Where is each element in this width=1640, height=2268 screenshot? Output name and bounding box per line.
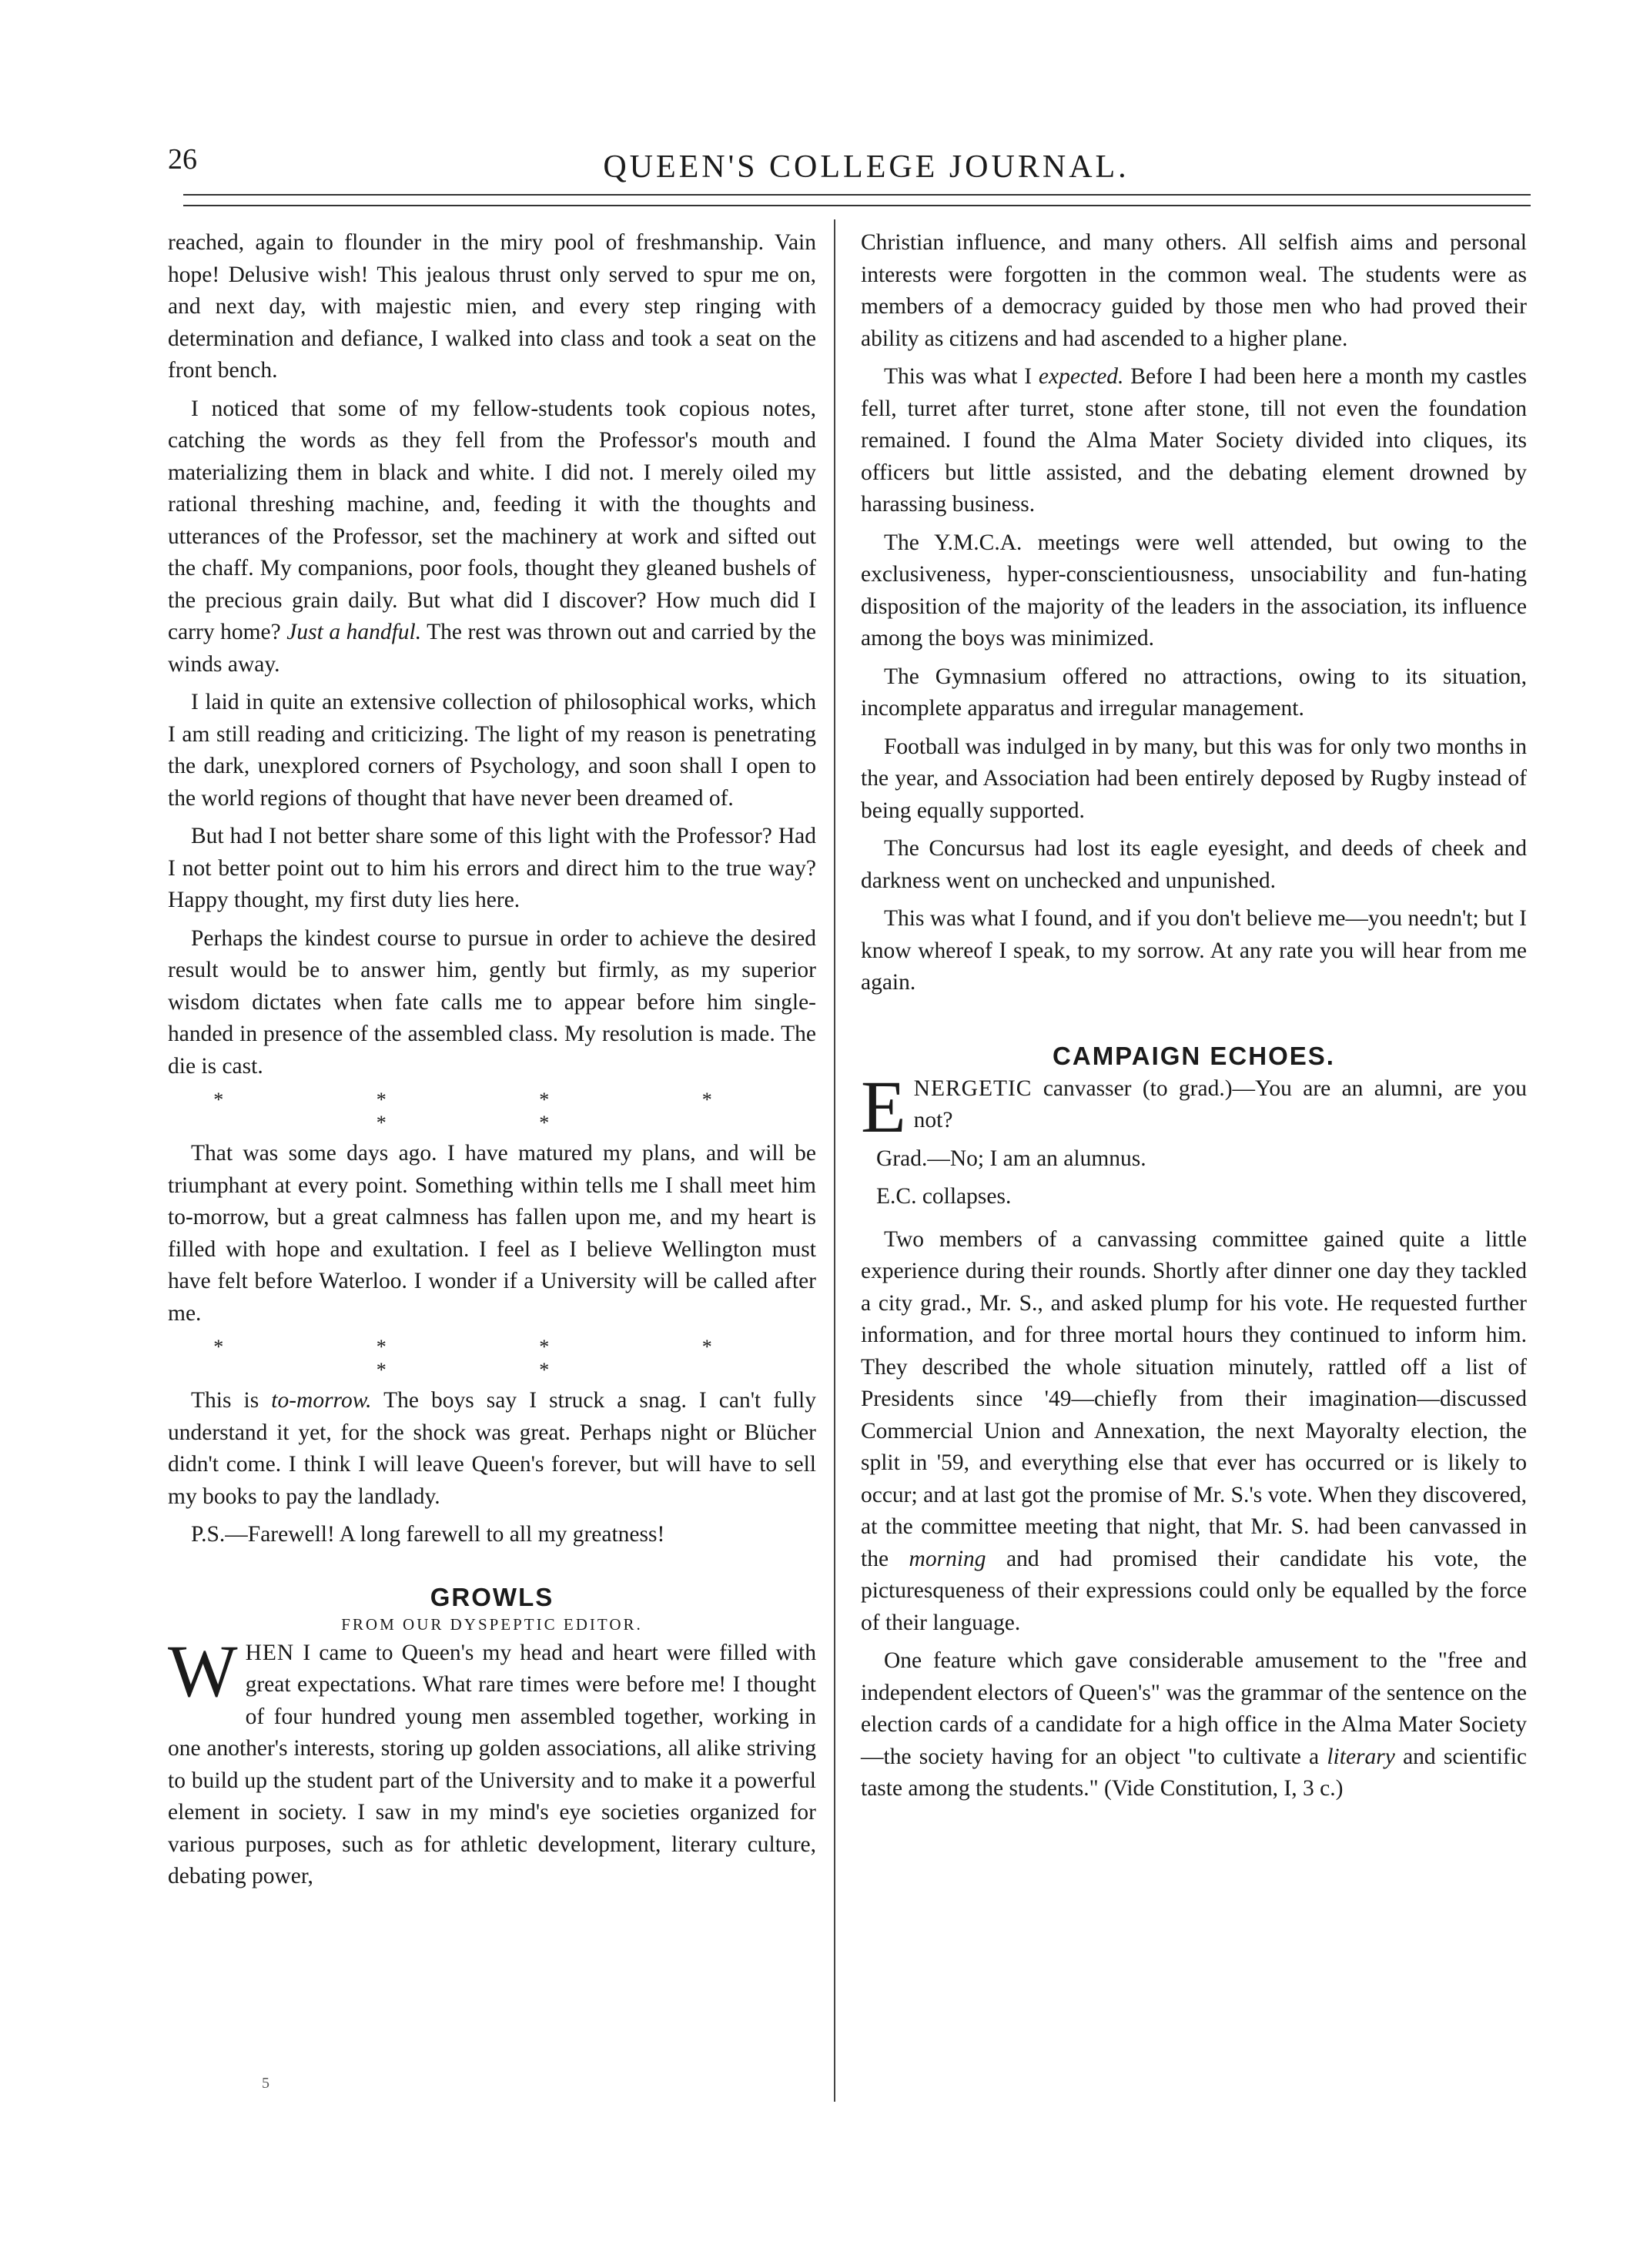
right-paragraph-7: This was what I found, and if you don't believe me—you needn't; but I know whereof I speak, to my sorrow. At any rate you will hear from me again. [861, 906, 1527, 995]
right-p2-text: Before I had been here a month my castles fell, turret after turret, stone after stone, till not even the foundation remained. I found the Alma Mater Society divided into cliques, its officers but little assisted, and the debating element drowned by harassing business. [861, 364, 1528, 517]
growls-text: I came to Queen's my head and heart were filled with great expectations. What rare times were before me! I thought of four hundred young men assembled together, working in one another's interests, storing up golden associations, all alike striving to build up the student part of the University and to make it a powerful element in society. I saw in my mind's eye societies organized for various purposes, such as for athletic development, literary culture, debating power, [168, 1640, 816, 1888]
campaign-line-3: E.C. collapses. [876, 1184, 1012, 1209]
left-p2-text: I noticed that some of my fellow-students took copious notes, catching the words as they fell from the Professor's mouth and materializing them in black and white. I did not. I merely oiled my rational threshing machine, and, feeding it with the thoughts and utterances of the Professor, set the machinery at work and sifted out the chaff. My companions, poor fools, thought they gleaned bushels of the precious grain daily. But what did I discover? How much did I carry home? [168, 396, 816, 644]
campaign-caps: NERGETIC [913, 1075, 1033, 1101]
right-paragraph-2 [861, 361, 1527, 521]
right-paragraph-5: Football was indulged in by many, but this was for only two months in the year, and Association had been entirely deposed by Rugby instead of being equally supported. [861, 734, 1527, 823]
page-number: 26 [168, 143, 197, 176]
section-break-stars: * * * * * * [213, 1089, 786, 1134]
growls-subheading: FROM OUR DYSPEPTIC EDITOR. [341, 1614, 643, 1634]
left-paragraph-5: Perhaps the kindest course to pursue in order to achieve the desired result would be to answer him, gently but firmly, as my superior wisdom dictates when fate calls me to appear before him single-handed in presence of the assembled class. My resolution is made. The die is cast. [168, 925, 816, 1079]
campaign-p1-italic: morning [909, 1546, 986, 1571]
campaign-echoes-heading: CAMPAIGN ECHOES. [1053, 1041, 1335, 1070]
growls-dropcap: W [168, 1629, 238, 1712]
left-column [168, 227, 816, 1899]
left-p2-italic: Just a handful. [286, 620, 422, 644]
campaign-line-1 [861, 1065, 1527, 1148]
growls-heading: GROWLS [430, 1582, 554, 1611]
growls-paragraph [168, 1629, 816, 1893]
left-p2-tail: The rest was thrown out and carried by the winds away. [168, 620, 816, 677]
section-break-stars: * * * * * * [213, 1336, 786, 1381]
left-p7-lead: This is [191, 1388, 259, 1413]
campaign-p2-lead: One feature which gave considerable amusement to the "free and independent electors of Queen's" was the grammar of the sentence on the election cards of a candidate for a high office in the Alma Mater Society—the society having for an object "to cultivate a [861, 1648, 1527, 1769]
right-paragraph-1: Christian influence, and many others. All selfish aims and personal interests were forgotten in the common weal. The students were as members of a democracy guided by those men who had proved their ability as citizens and had ascended to a higher plane. [861, 230, 1527, 351]
campaign-line-1-text: canvasser (to grad.)—You are an alumni, are you not? [913, 1075, 1527, 1132]
left-paragraph-6: That was some days ago. I have matured my plans, and will be triumphant at every point. Something within tells me I shall meet him to-morrow, but a great calmness has fallen upon me, and my heart is filled with hope and exultation. I feel as I believe Wellington must have felt before Waterloo. I wonder if a University will be called after me. [168, 1141, 816, 1326]
column-divider [834, 219, 835, 2102]
campaign-paragraph-1 [861, 1224, 1527, 1640]
left-paragraph-2 [168, 393, 816, 681]
right-paragraph-3: The Y.M.C.A. meetings were well attended, but owing to the exclusiveness, hyper-conscientiousness, unsociability and fun-hating disposition of the majority of the leaders in the association, its influence among the boys was minimized. [861, 530, 1527, 651]
right-p2-italic: expected. [1038, 364, 1124, 389]
left-paragraph-8: P.S.—Farewell! A long farewell to all my greatness! [191, 1522, 665, 1547]
left-p7-text: The boys say I struck a snag. I can't fully understand it yet, for the shock was great. Perhaps night or Blücher didn't come. I think I will leave Queen's forever, but will have to sell my books to pay the landlady. [168, 1388, 816, 1509]
left-paragraph-3: I laid in quite an extensive collection of philosophical works, which I am still reading and criticizing. The light of my reason is penetrating the dark, unexplored corners of Psychology, and soon shall I open to the world regions of thought that have never been dreamed of. [168, 690, 816, 811]
right-paragraph-4: The Gymnasium offered no attractions, owing to its situation, incomplete apparatus and irregular management. [861, 664, 1527, 721]
footer-mark: 5 [262, 2075, 269, 2092]
growls-caps: HEN [245, 1640, 295, 1665]
left-paragraph-1: reached, again to flounder in the miry pool of freshmanship. Vain hope! Delusive wish! This jealous thrust only served to spur me on, and next day, with majestic mien, and every step ringing with determination and defiance, I walked into class and took a seat on the front bench. [168, 230, 816, 383]
running-title: QUEEN'S COLLEGE JOURNAL. [603, 149, 1130, 185]
campaign-dropcap: E [861, 1065, 906, 1148]
header-rule-bottom [183, 205, 1531, 206]
campaign-paragraph-2 [861, 1645, 1527, 1805]
right-column [861, 227, 1527, 1811]
campaign-p2-tail: and scientific taste among the students." (Vide Constitution, I, 3 c.) [861, 1744, 1528, 1801]
campaign-line-2: Grad.—No; I am an alumnus. [876, 1146, 1146, 1171]
left-p7-italic: to-morrow. [271, 1388, 372, 1413]
campaign-p1-tail: and had promised their candidate his vote, the picturesqueness of their expressions could only be equalled by the force of their language. [861, 1546, 1528, 1635]
right-p2-lead: This was what I [884, 364, 1033, 389]
header-rule-top [183, 194, 1531, 196]
left-paragraph-4: But had I not better share some of this light with the Professor? Had I not better point out to him his errors and direct him to the true way? Happy thought, my first duty lies here. [168, 824, 816, 912]
campaign-p1-lead: Two members of a canvassing committee gained quite a little experience during their rounds. Shortly after dinner one day they tackled a city grad., Mr. S., and asked plump for his vote. He requested further information, and for three mortal hours they continued to inform him. They described the whole situation minutely, rattled off a list of Presidents since '49—chiefly from their imagination—discussed Commercial Union and Annexation, the next Mayoralty election, the split in '59, and everything else that ever has occurred or is likely to occur; and at last got the promise of Mr. S.'s vote. When they discovered, at the committee meeting that night, that Mr. S. had been canvassed in the [861, 1226, 1527, 1571]
left-paragraph-7 [168, 1385, 816, 1513]
campaign-p2-italic: literary [1327, 1744, 1395, 1769]
right-paragraph-6: The Concursus had lost its eagle eyesight, and deeds of cheek and darkness went on unchecked and unpunished. [861, 836, 1527, 893]
